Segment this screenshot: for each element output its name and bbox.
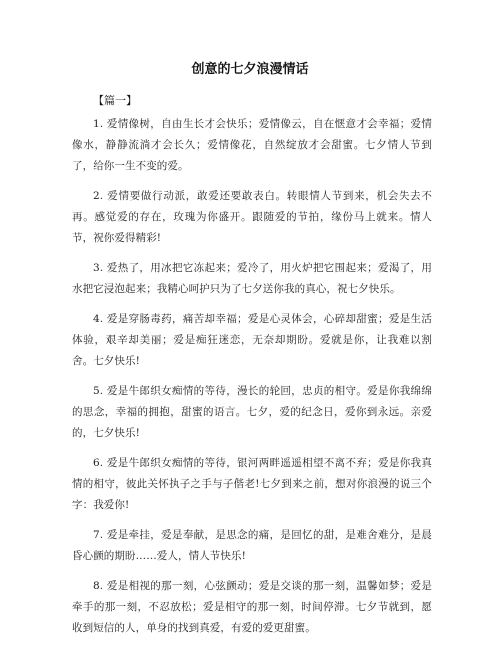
paragraph-1: 1. 爱情像树，自由生长才会快乐；爱情像云，自在惬意才会幸福；爱情像水，静静流淌才会长久；爱情像花，自然绽放才会甜蜜。七夕情人节到了，给你一生不变的爱。	[72, 118, 432, 172]
section-label: 【篇一】	[93, 94, 137, 107]
paragraph-3: 3. 爱热了，用冰把它冻起来；爱冷了，用火炉把它围起来；爱渴了，用水把它浸泡起来；我精心呵护只为了七夕送你我的真心，祝七夕快乐。	[72, 262, 432, 295]
paragraph-list	[72, 114, 432, 648]
paragraph-4: 4. 爱是穿肠毒药，痛苦却幸福；爱是心灵体会，心碎却甜蜜；爱是生活体验，艰辛却美丽；爱是痴狂迷恋，无奈却期盼。爱就是你，让我难以割舍。七夕快乐!	[72, 313, 432, 367]
paragraph-6: 6. 爱是牛郎织女痴情的等待，银河两畔遥遥相望不离不弃；爱是你我真情的相守，彼此关怀执子之手与子偕老!七夕到来之前，想对你浪漫的说三个字：我爱你!	[72, 457, 432, 511]
paragraph-8: 8. 爱是相视的那一刻，心弦颤动；爱是交谈的那一刻，温馨如梦；爱是牵手的那一刻，不忍放松；爱是相守的那一刻，时间停滞。七夕节就到，愿收到短信的人，单身的找到真爱，有爱的爱更甜蜜。	[72, 580, 432, 634]
document-title: 创意的七夕浪漫情话	[191, 62, 309, 77]
paragraph-5: 5. 爱是牛郎织女痴情的等待，漫长的轮回，忠贞的相守。爱是你我绵绵的思念，幸福的拥抱，甜蜜的语言。七夕，爱的纪念日，爱你到永远。亲爱的，七夕快乐!	[72, 385, 432, 439]
paragraph-2: 2. 爱情要做行动派，敢爱还要敢表白。转眼情人节到来，机会失去不再。感觉爱的存在，玫瑰为你盛开。跟随爱的节拍，缘份马上就来。情人节，祝你爱得精彩!	[72, 190, 432, 244]
paragraph-7: 7. 爱是牵挂，爱是奉献，是思念的痛，是回忆的甜，是难舍难分，是晨昏心颤的期盼……爱人，情人节快乐!	[72, 529, 432, 562]
